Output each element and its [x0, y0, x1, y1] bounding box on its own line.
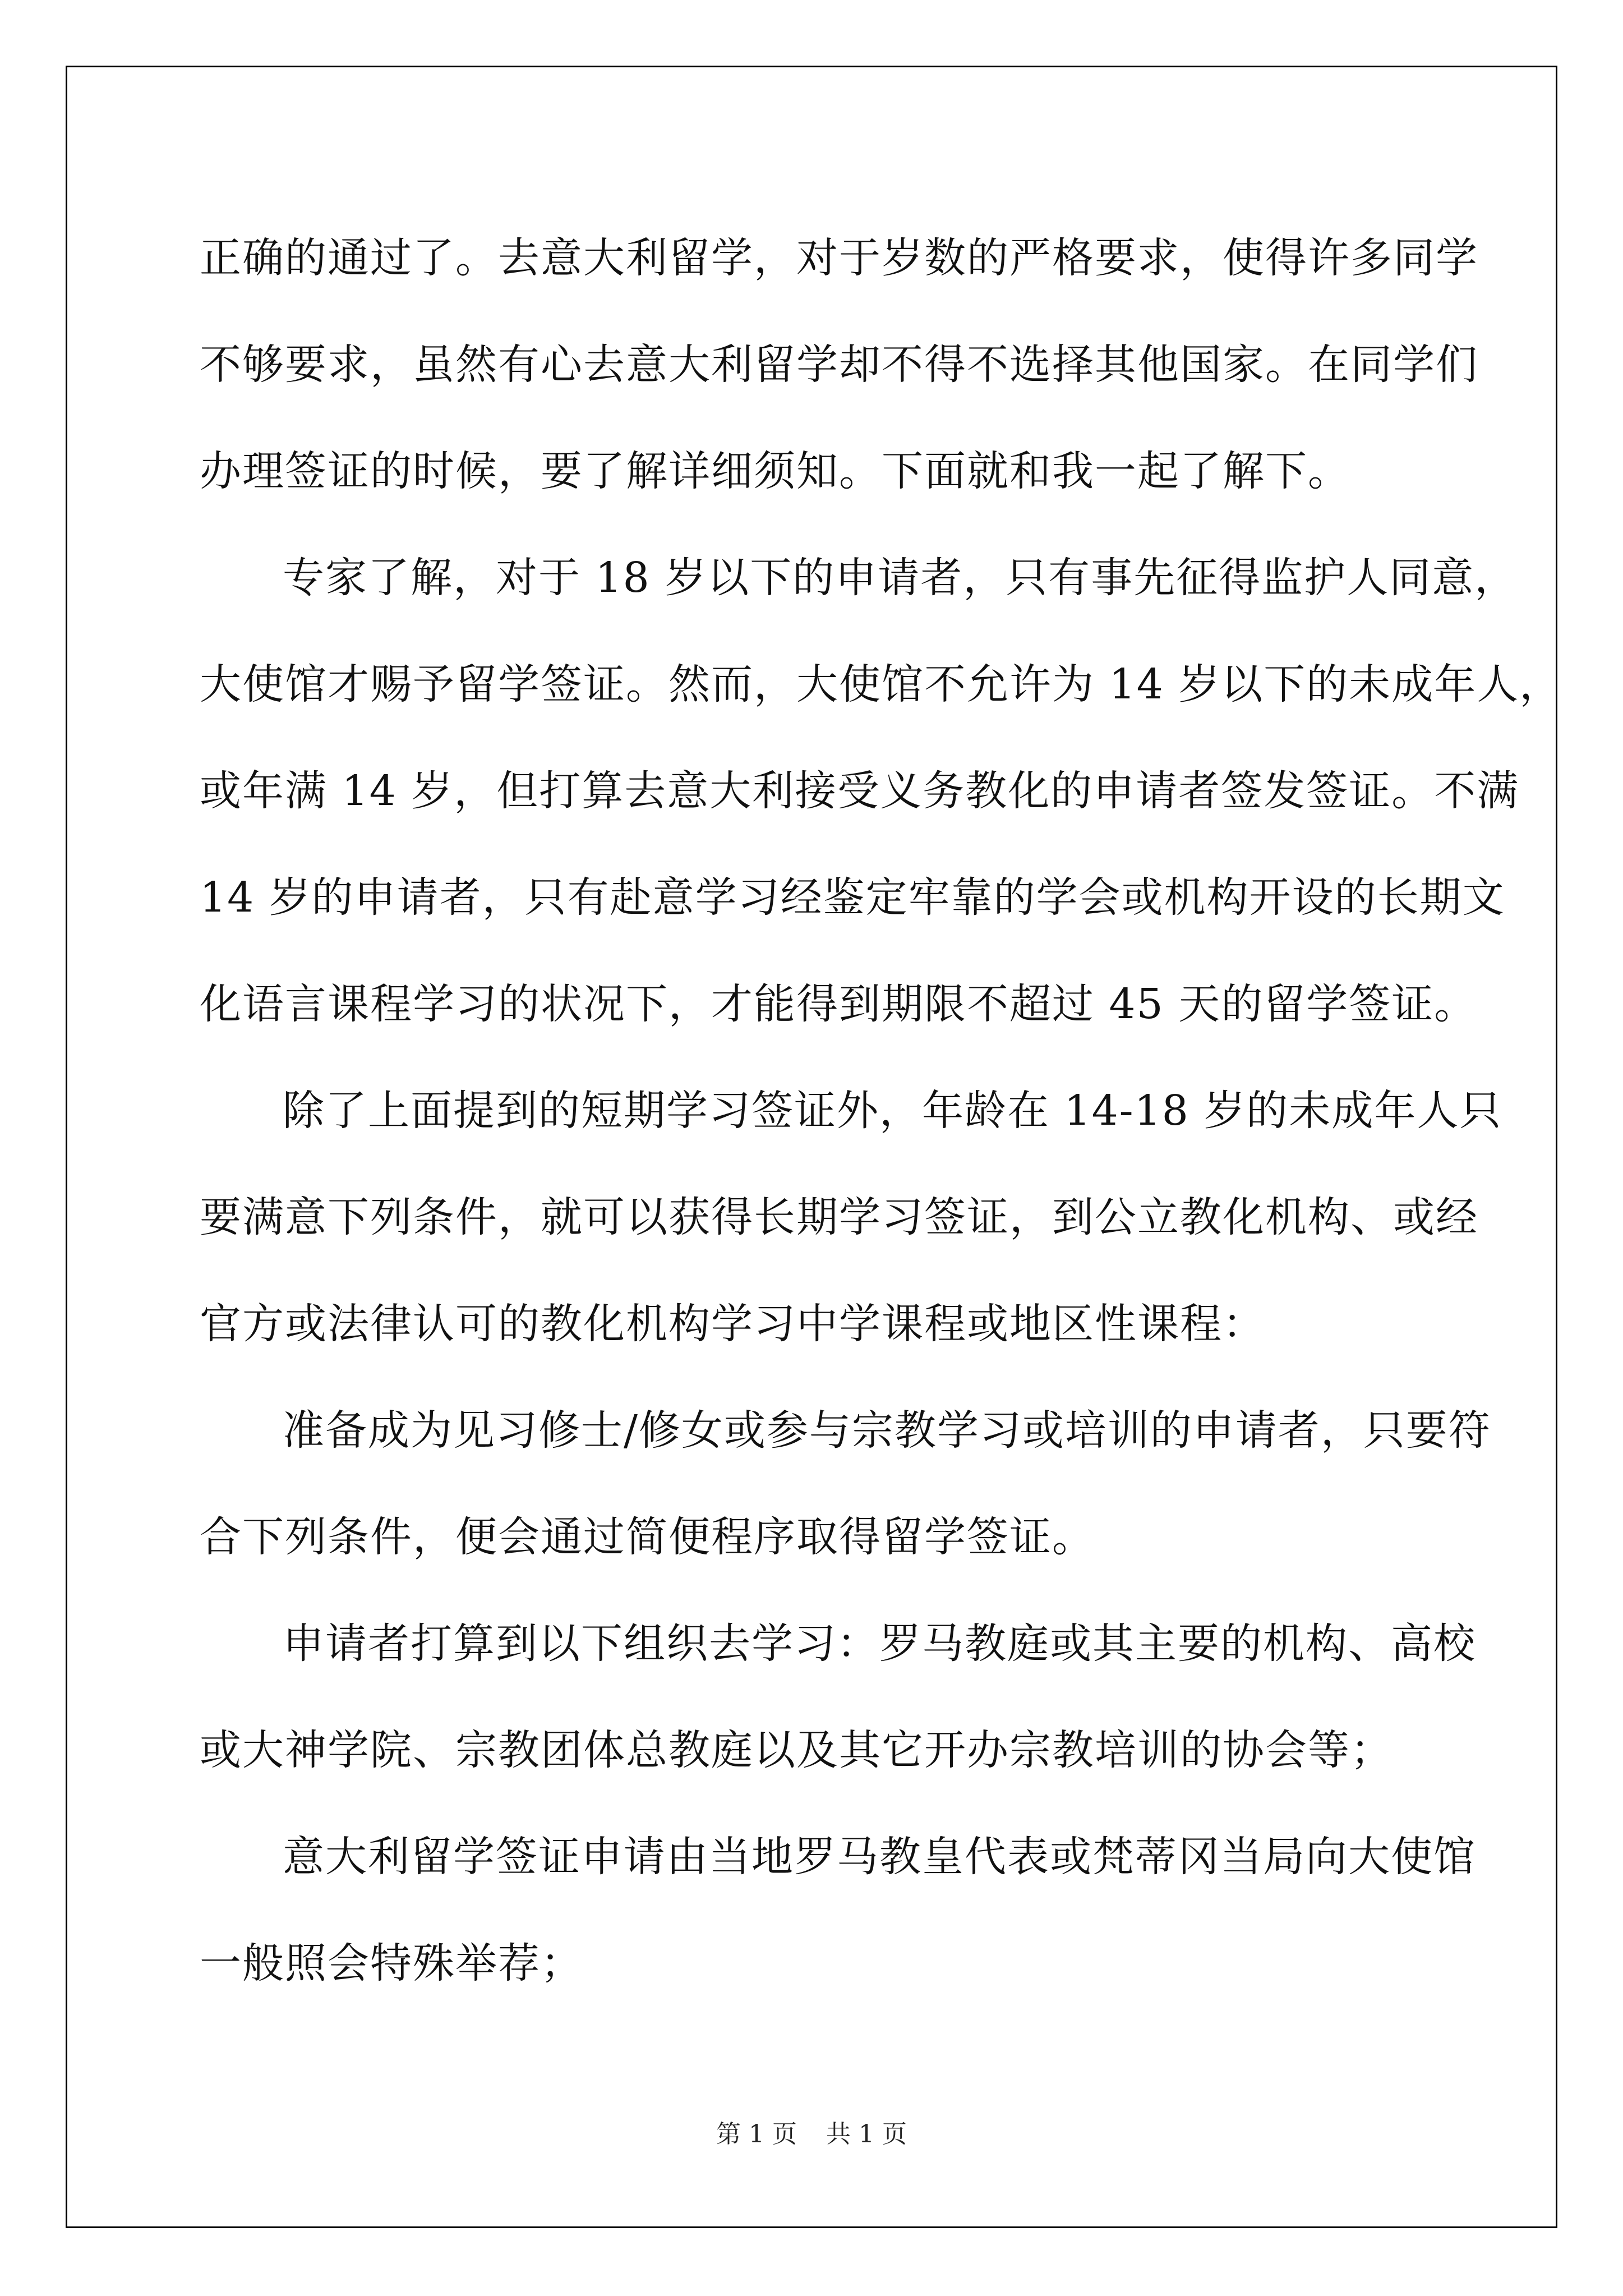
text-line: 不够要求，虽然有心去意大利留学却不得不选择其他国家。在同学们	[200, 341, 1478, 389]
text-line: 14 岁的申请者，只有赴意学习经鉴定牢靠的学会或机构开设的长期文	[200, 873, 1505, 922]
paragraph-4	[200, 1377, 1491, 1590]
paragraph-6	[200, 1803, 1476, 2017]
page-number: 第 1 页	[716, 2120, 797, 2148]
text-line: 化语言课程学习的状况下，才能得到期限不超过 45 天的留学签证。	[200, 980, 1477, 1028]
text-line: 意大利留学签证申请由当地罗马教皇代表或梵蒂冈当局向大使馆	[283, 1833, 1476, 1881]
page-total: 共 1 页	[826, 2120, 907, 2148]
text-line: 准备成为见习修士/修女或参与宗教学习或培训的申请者，只要符	[283, 1406, 1491, 1455]
paragraph-1	[200, 205, 1478, 524]
paragraph-2	[200, 524, 1562, 1057]
text-line: 合下列条件，便会通过简便程序取得留学签证。	[200, 1513, 1095, 1561]
paragraph-5	[200, 1590, 1476, 1803]
text-line: 要满意下列条件，就可以获得长期学习签证，到公立教化机构、或经	[200, 1193, 1478, 1241]
page-footer	[0, 2114, 1623, 2150]
text-line: 官方或法律认可的教化机构学习中学课程或地区性课程：	[200, 1300, 1265, 1348]
text-line: 一般照会特殊举荐；	[200, 1939, 583, 1987]
text-line: 正确的通过了。去意大利留学，对于岁数的严格要求，使得许多同学	[200, 234, 1478, 282]
paragraph-3	[200, 1057, 1502, 1377]
text-line: 专家了解，对于 18 岁以下的申请者，只有事先征得监护人同意，	[283, 554, 1518, 602]
text-line: 办理签证的时候，要了解详细须知。下面就和我一起了解下。	[200, 447, 1350, 495]
document-body	[200, 205, 1562, 2017]
text-line: 或大神学院、宗教团体总教庭以及其它开办宗教培训的协会等；	[200, 1726, 1393, 1774]
text-line: 大使馆才赐予留学签证。然而，大使馆不允许为 14 岁以下的未成年人，	[200, 660, 1562, 708]
text-line: 除了上面提到的短期学习签证外，年龄在 14-18 岁的未成年人只	[283, 1087, 1502, 1135]
text-line: 或年满 14 岁，但打算去意大利接受义务教化的申请者签发签证。不满	[200, 767, 1520, 815]
text-line: 申请者打算到以下组织去学习：罗马教庭或其主要的机构、高校	[283, 1619, 1476, 1668]
